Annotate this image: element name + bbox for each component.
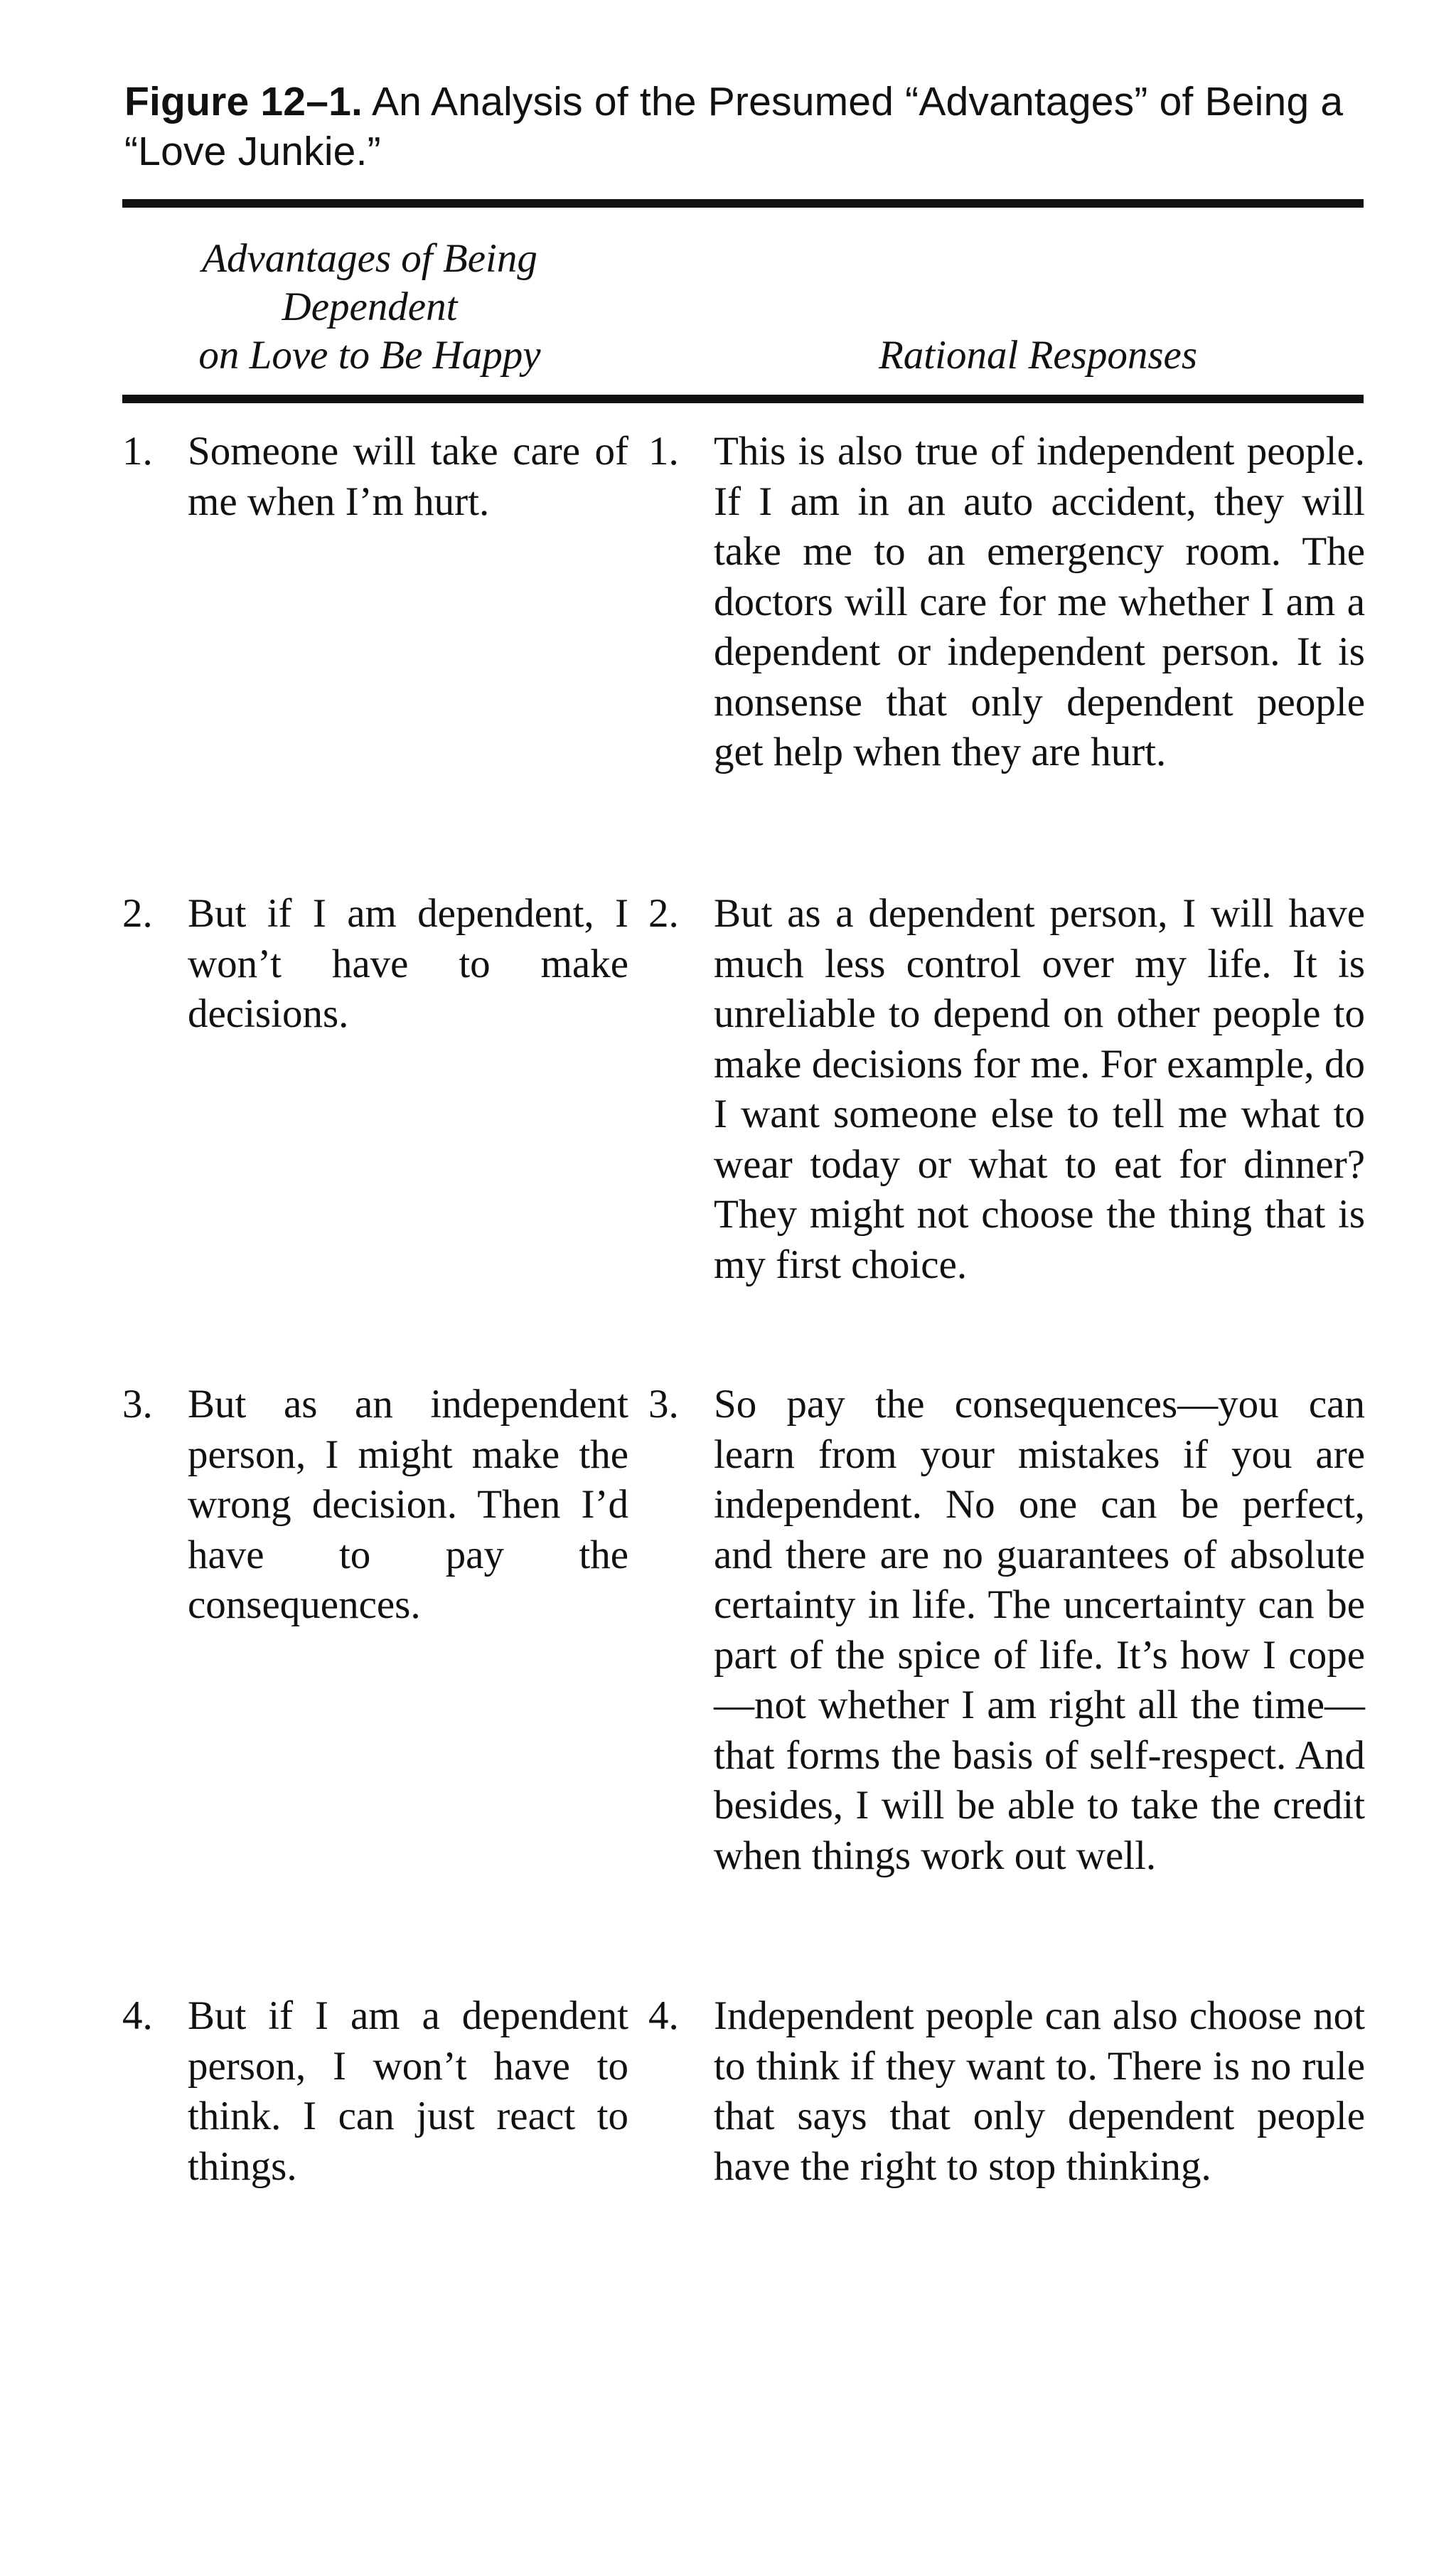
advantage-number: 4.: [122, 1993, 153, 2038]
response-number: 1.: [648, 429, 679, 474]
advantage-number: 2.: [122, 891, 153, 936]
left-header-line-1: Advantages of Being: [202, 236, 537, 281]
response-text: So pay the consequences—you can learn from your mistakes if you are independent. No one can be perfect, and there are no guarantees of absolute certainty in life. The uncertainty can be part of the spice of life. It’s how I cope—not whether I am right all the time—that forms the basis of self-respect. And besides, I will be able to take the credit when things work out well.: [714, 1382, 1365, 1878]
advantage-number: 1.: [122, 429, 153, 474]
response-number: 2.: [648, 891, 679, 936]
left-header-line-2: Dependent: [282, 284, 458, 329]
left-header-line-3: on Love to Be Happy: [198, 333, 541, 378]
response-text: But as a dependent person, I will have much less control over my life. It is unreliable to depend on other people to make decisions for me. For example, do I want someone else to tell me what to wear today or what to eat for dinner? They might not choose the thing that is my first choice.: [714, 891, 1365, 1287]
response-text: Independent people can also choose not to think if they want to. There is no rule that says that only dependent people have the right to stop thinking.: [714, 1993, 1365, 2189]
advantage-text: But as an independent person, I might make the wrong decision. Then I’d have to pay the consequences.: [188, 1382, 628, 1627]
header-rule: [122, 395, 1364, 403]
advantage-number: 3.: [122, 1382, 153, 1427]
right-column-header: Rational Responses: [878, 333, 1198, 378]
advantage-text: But if I am dependent, I won’t have to make decisions.: [188, 891, 628, 1036]
response-number: 3.: [648, 1382, 679, 1427]
response-number: 4.: [648, 1993, 679, 2038]
advantage-text: But if I am a dependent person, I won’t have to think. I can just react to things.: [188, 1993, 628, 2189]
left-column-header: [124, 235, 615, 380]
figure-title: An Analysis of the Presumed “Advantages” of Being a “Love Junkie.”: [124, 79, 1344, 174]
advantage-text: Someone will take care of me when I’m hurt.: [188, 429, 628, 524]
figure-caption: [124, 77, 1361, 176]
top-rule: [122, 199, 1364, 208]
response-text: This is also true of independent people. If I am in an auto accident, they will take me to an emergency room. The doctors will care for me whether I am a dependent or independent person. It is nonsense that only dependent people get help when they are hurt.: [714, 429, 1365, 774]
figure-label: Figure 12–1.: [124, 79, 363, 124]
